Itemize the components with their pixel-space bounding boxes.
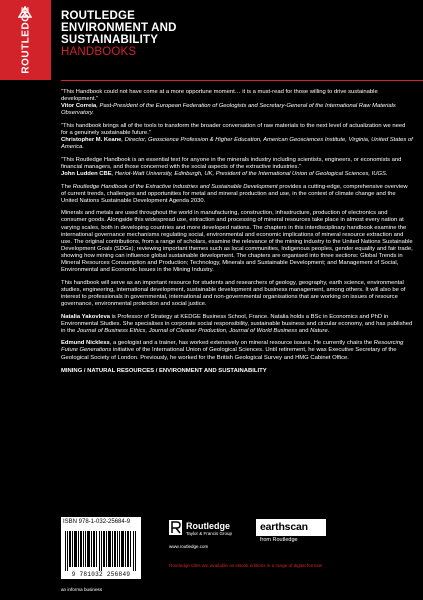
book-title: Routledge Handbook of the Extractive Industries and Sustainable Development [72, 183, 278, 190]
editor-bio [61, 314, 413, 335]
editor-bio-end: . [327, 327, 330, 334]
endorsement-quote [61, 89, 413, 117]
quote-author: Vitor Correia [61, 103, 97, 110]
quote-affiliation: , Director, Geoscience Profession & Higher Education, American Geosciences Institute, Virginia, United States of America. [61, 137, 413, 151]
editor-bio [61, 340, 413, 361]
barcode-icon [65, 531, 137, 571]
series-line-1: ROUTLEDGE [61, 10, 135, 22]
editor-name: Edmund Nickless [61, 340, 110, 347]
isbn-barcode-box [61, 517, 141, 579]
back-cover-text [61, 89, 413, 380]
earthscan-imprint-logo [256, 519, 326, 545]
quote-affiliation: , Past-President of the European Federation of Geologists and Secretary-General of the International Raw Materials Observatory. [61, 103, 396, 117]
imprint-name: earthscan [260, 521, 308, 533]
publisher-name: Routledge [186, 521, 230, 531]
publisher-spine-tab [0, 0, 51, 80]
quote-affiliation: , Heriot-Watt University, Edinburgh, UK, President of the International Union of Geological Sciences, IUGS. [111, 170, 388, 177]
quote-text: “This Routledge Handbook is an essential text for anyone in the minerals industry including scientists, engineers, or economists and financial managers, and those concerned with the social aspects of the extractive industries.” [61, 156, 402, 170]
barcode-digits: 9 781032 256849 [71, 571, 131, 578]
quote-author: Christopher M. Keane [61, 137, 122, 144]
description-paragraph: This handbook will serve as an important resource for students and researchers of geology, geography, earth science, environmental studies, engineering, international development, sustainable development and business management, among others. It will also be of interest to professionals in governmental, international and non-governmental organisations that are working on issues of resource governance, environmental protection and social justice. [61, 279, 406, 307]
quote-text: “This handbook brings all of the tools to transform the broader conversation of raw materials to the next level of actualization we need for a genuinely sustainable future.” [61, 122, 406, 136]
description-prefix: The [61, 183, 73, 190]
publisher-mark: ROUTLEDGE [20, 6, 31, 74]
editor-journal-last: Nature [310, 327, 328, 334]
editor-bio-text: , a geologist and a trainer, has worked extensively on mineral resource issues. He currently chairs the [109, 340, 374, 347]
description-rest: provides a cutting-edge, comprehensive overview of current trends, challenges and opportunities for metal and mineral production and use, in the context of climate change and the United Nations Sustainable Development Agenda 2030. [61, 183, 408, 204]
routledge-r-icon [169, 520, 182, 535]
description-paragraph [61, 184, 413, 205]
earthscan-box [256, 519, 326, 536]
editor-bio-text-2: initiative of the International Union of Geological Sciences. Until retirement, he was Executive Secretary of the Geological Society of London. Previously, he worked for the British Geological Survey and HMG Cabinet Office. [61, 347, 397, 361]
series-line-3: SUSTAINABILITY [61, 34, 159, 46]
quote-attribution [61, 103, 413, 117]
editor-name: Natalia Yakovleva [61, 313, 110, 320]
quote-text: “This Handbook could not have come at a more opportune moment… it is a must-read for those willing to drive sustainable development.” [61, 89, 378, 103]
informa-business-line: an informa business [61, 587, 103, 592]
series-line-2: ENVIRONMENT AND [61, 22, 177, 34]
quote-author: John Ludden CBE [61, 170, 112, 177]
quote-attribution [61, 171, 413, 178]
imprint-sub: from Routledge [260, 537, 298, 543]
red-divider [61, 80, 423, 81]
series-title [61, 10, 177, 58]
endorsement-quote [61, 123, 413, 151]
publisher-url: www.routledge.com [169, 544, 209, 549]
series-line-4: HANDBOOKS [61, 46, 137, 58]
publisher-group: Taylor & Francis Group [186, 531, 233, 536]
isbn-label: ISBN 978-1-032-25684-9 [63, 519, 131, 525]
editor-journals: Journal of Business Ethics, Journal of Cleaner Production, Journal of World Business [76, 327, 298, 334]
quote-attribution [61, 137, 413, 151]
initiative-name: Resourcing Future Generations [61, 340, 404, 354]
endorsement-quote [61, 157, 413, 178]
editor-bio-and: and [297, 327, 311, 334]
ebook-availability-note: Routledge titles are available as eBook editions in a range of digital formats [169, 563, 323, 568]
editor-bio-text: is Professor of Strategy at KEDGE Business School, France. Natalia holds a BSc in Economics and PhD in Environmental Studies. She specialises in corporate social responsibility, sustainable business and circular economy, and has published in the [61, 313, 413, 334]
subject-classification: MINING / NATURAL RESOURCES / ENVIRONMENT AND SUSTAINABILITY [61, 367, 267, 374]
description-paragraph: Minerals and metals are used throughout the world in manufacturing, construction, infrastructure, production of electronics and consumer goods. Alongside this widespread use, extraction and processing of mineral resources take place in almost every nation at varying scales, both in developing countries and more developed nations. The chapters in this interdisciplinary handbook examine the international governance mechanisms regulating social, environmental and economic implications of mineral resource extraction and use. The original contributions, from a range of scholars, examine the relevance of the mining industry to the United Nations Sustainable Development Goals (SDGs); reviewing important themes such as local communities, Indigenous peoples, gender equality and fair trade, showing how mining can influence global sustainable development. The chapters are organised into three sections: Global Trends in Mineral Resources Consumption and Production; Technology, Minerals and Sustainable Development; and Management of Social, Environmental and Economic Issues in the Mining Industry. [61, 210, 413, 274]
